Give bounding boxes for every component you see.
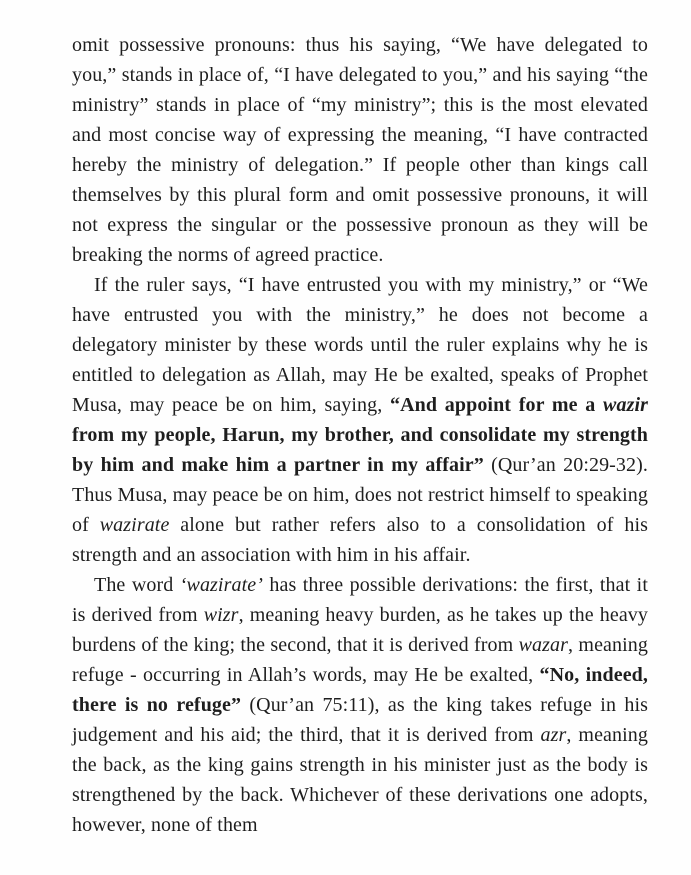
text-run: alone but rather refers also to a consolidation of his strength and an association with him in his affair.: [72, 514, 648, 566]
text-run: (Qur’an 75:11), as the king takes refuge in his judgement and his aid; the third, that it is derived from: [72, 694, 648, 746]
text-run: (Qur’an 20:29-32). Thus Musa, may peace be on him, does not restrict himself to speaking of: [72, 454, 648, 536]
paragraph: [72, 30, 648, 270]
text-run: If the ruler says, “I have entrusted you with my ministry,” or “We have entrusted you with the ministry,” he does not become a delegatory minister by these words until the ruler explains why he is entitled to delegation as Allah, may He be exalted, speaks of Prophet Musa, may peace be on him, saying,: [72, 274, 648, 416]
text-run-i: wazar: [518, 634, 569, 656]
text-run: omit possessive pronouns: thus his saying, “We have delegated to you,” stands in place of, “I have delegated to you,” and his saying “the ministry” stands in place of “my ministry”; this is the most elevated and most concise way of expressing the meaning, “I have contracted hereby the ministry of delegation.” If people other than kings call themselves by this plural form and omit possessive pronouns, it will not express the singular or the possessive pronoun as they will be breaking the norms of agreed practice.: [72, 34, 648, 266]
text-block: [72, 30, 648, 840]
text-run-b: from my people, Harun, my brother, and consolidate my strength by him and make him a partner in my affair”: [72, 424, 648, 476]
text-run-b: “No, indeed, there is no refuge”: [72, 664, 649, 716]
text-run-i: azr: [540, 724, 567, 746]
text-run-b: “And appoint for me a: [390, 394, 604, 416]
text-run-i: ‘wazirate’: [179, 574, 263, 596]
text-run-i: wazirate: [99, 514, 170, 536]
text-run: has three possible derivations: the first, that it is derived from: [72, 574, 648, 626]
text-run-i: wizr: [203, 604, 239, 626]
text-run: , meaning refuge - occurring in Allah’s words, may He be exalted,: [72, 634, 648, 686]
text-run: The word: [94, 574, 180, 596]
text-run-bi: wazir: [603, 394, 648, 416]
text-run: , meaning the back, as the king gains strength in his minister just as the body is strengthened by the back. Whichever of these derivations one adopts, however, none of them: [72, 724, 648, 836]
paragraph: [72, 270, 648, 570]
paragraph: [72, 570, 648, 840]
text-run: , meaning heavy burden, as he takes up the heavy burdens of the king; the second, that it is derived from: [72, 604, 648, 656]
